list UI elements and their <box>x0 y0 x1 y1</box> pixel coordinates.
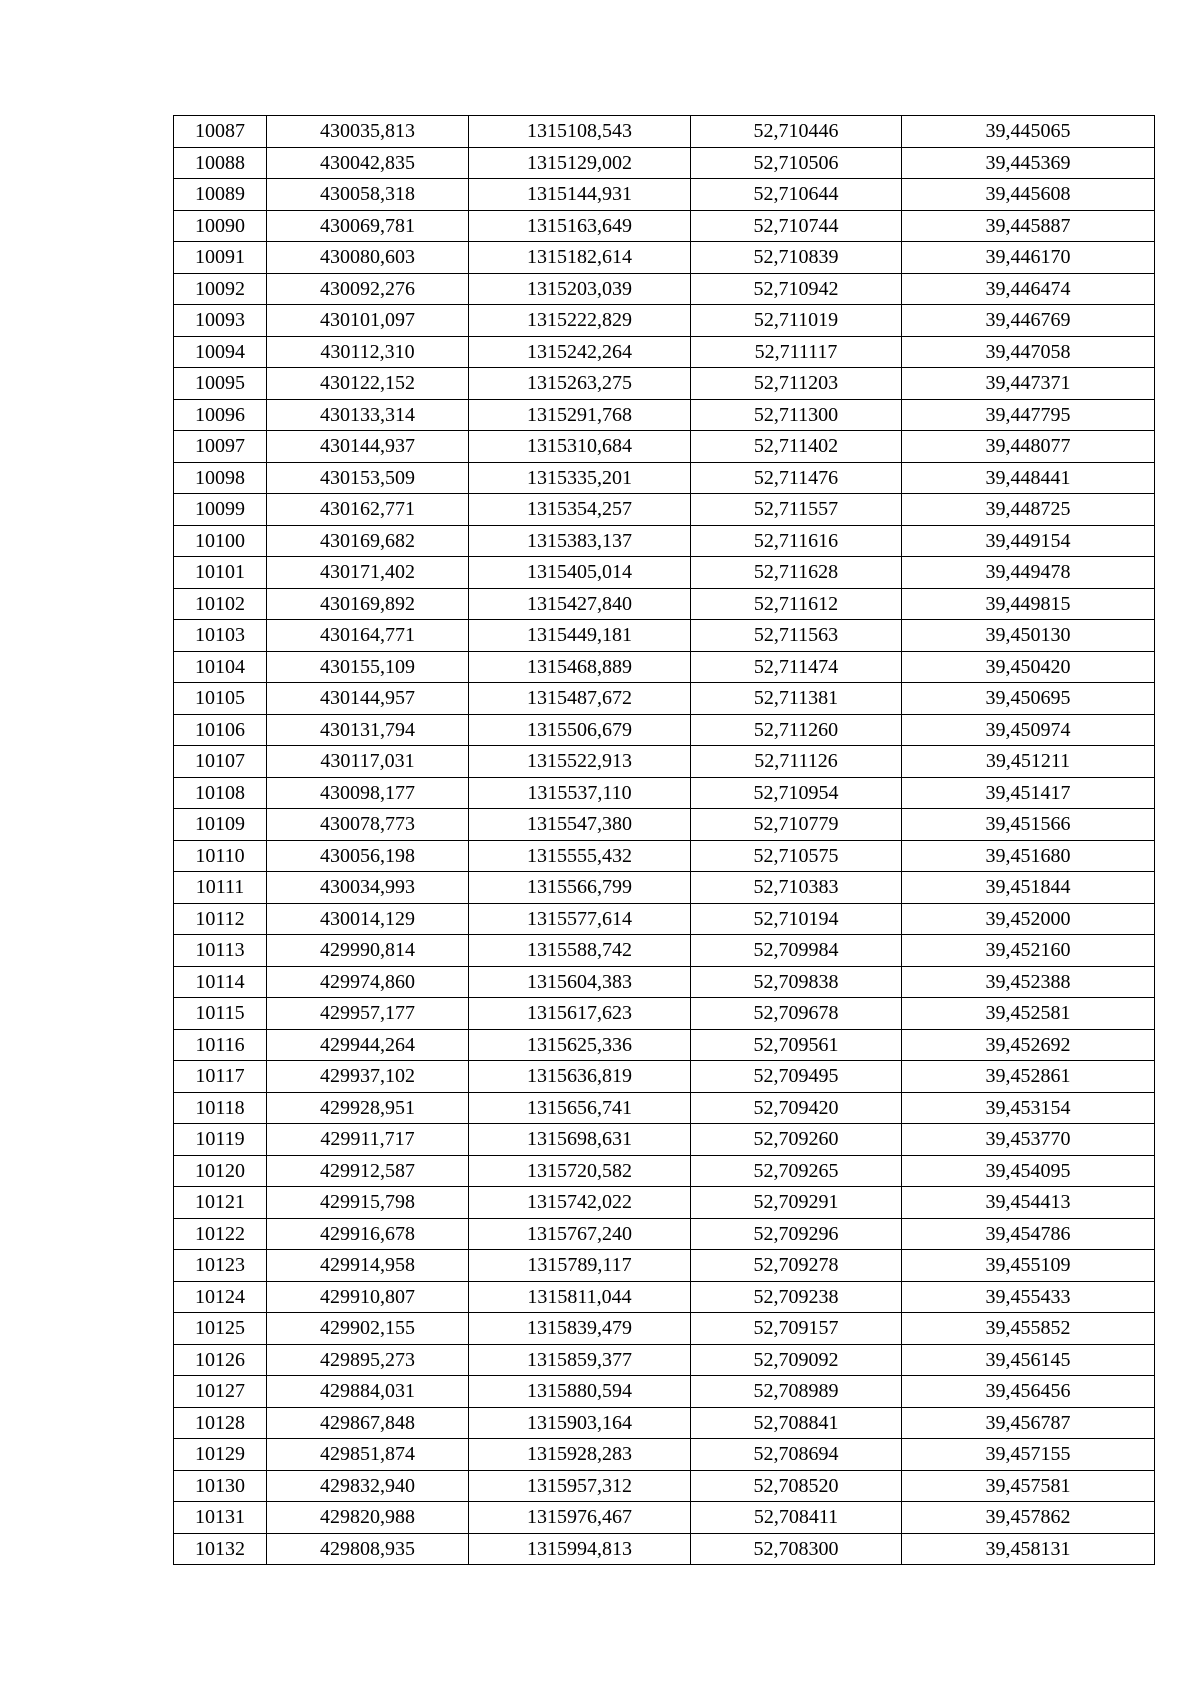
latitude-cell: 52,711300 <box>691 399 902 431</box>
point-number-cell: 10113 <box>174 935 267 967</box>
table-row <box>174 935 1155 967</box>
table-row <box>174 305 1155 337</box>
y-coordinate-cell: 1315405,014 <box>469 557 691 589</box>
longitude-cell: 39,451844 <box>902 872 1155 904</box>
x-coordinate-cell: 430101,097 <box>267 305 469 337</box>
latitude-cell: 52,711203 <box>691 368 902 400</box>
y-coordinate-cell: 1315335,201 <box>469 462 691 494</box>
y-coordinate-cell: 1315604,383 <box>469 966 691 998</box>
point-number-cell: 10109 <box>174 809 267 841</box>
longitude-cell: 39,447371 <box>902 368 1155 400</box>
table-row <box>174 1344 1155 1376</box>
y-coordinate-cell: 1315144,931 <box>469 179 691 211</box>
longitude-cell: 39,447058 <box>902 336 1155 368</box>
table-row <box>174 179 1155 211</box>
latitude-cell: 52,708841 <box>691 1407 902 1439</box>
table-row <box>174 1124 1155 1156</box>
latitude-cell: 52,708989 <box>691 1376 902 1408</box>
table-row <box>174 1061 1155 1093</box>
y-coordinate-cell: 1315449,181 <box>469 620 691 652</box>
table-row <box>174 462 1155 494</box>
longitude-cell: 39,455852 <box>902 1313 1155 1345</box>
longitude-cell: 39,446170 <box>902 242 1155 274</box>
point-number-cell: 10104 <box>174 651 267 683</box>
longitude-cell: 39,458131 <box>902 1533 1155 1565</box>
longitude-cell: 39,449154 <box>902 525 1155 557</box>
table-row <box>174 1092 1155 1124</box>
y-coordinate-cell: 1315555,432 <box>469 840 691 872</box>
point-number-cell: 10107 <box>174 746 267 778</box>
x-coordinate-cell: 429957,177 <box>267 998 469 1030</box>
y-coordinate-cell: 1315880,594 <box>469 1376 691 1408</box>
longitude-cell: 39,451417 <box>902 777 1155 809</box>
x-coordinate-cell: 430164,771 <box>267 620 469 652</box>
x-coordinate-cell: 429910,807 <box>267 1281 469 1313</box>
latitude-cell: 52,711402 <box>691 431 902 463</box>
longitude-cell: 39,449478 <box>902 557 1155 589</box>
y-coordinate-cell: 1315742,022 <box>469 1187 691 1219</box>
x-coordinate-cell: 429990,814 <box>267 935 469 967</box>
y-coordinate-cell: 1315577,614 <box>469 903 691 935</box>
table-row <box>174 777 1155 809</box>
x-coordinate-cell: 430117,031 <box>267 746 469 778</box>
longitude-cell: 39,451566 <box>902 809 1155 841</box>
x-coordinate-cell: 429912,587 <box>267 1155 469 1187</box>
point-number-cell: 10101 <box>174 557 267 589</box>
x-coordinate-cell: 430144,937 <box>267 431 469 463</box>
longitude-cell: 39,449815 <box>902 588 1155 620</box>
point-number-cell: 10090 <box>174 210 267 242</box>
x-coordinate-cell: 430042,835 <box>267 147 469 179</box>
longitude-cell: 39,451680 <box>902 840 1155 872</box>
longitude-cell: 39,456456 <box>902 1376 1155 1408</box>
table-row <box>174 1533 1155 1565</box>
x-coordinate-cell: 429944,264 <box>267 1029 469 1061</box>
longitude-cell: 39,457155 <box>902 1439 1155 1471</box>
y-coordinate-cell: 1315547,380 <box>469 809 691 841</box>
latitude-cell: 52,710744 <box>691 210 902 242</box>
point-number-cell: 10094 <box>174 336 267 368</box>
point-number-cell: 10097 <box>174 431 267 463</box>
point-number-cell: 10092 <box>174 273 267 305</box>
latitude-cell: 52,711019 <box>691 305 902 337</box>
longitude-cell: 39,445887 <box>902 210 1155 242</box>
x-coordinate-cell: 430056,198 <box>267 840 469 872</box>
y-coordinate-cell: 1315291,768 <box>469 399 691 431</box>
x-coordinate-cell: 430092,276 <box>267 273 469 305</box>
longitude-cell: 39,456787 <box>902 1407 1155 1439</box>
table-row <box>174 336 1155 368</box>
point-number-cell: 10129 <box>174 1439 267 1471</box>
point-number-cell: 10110 <box>174 840 267 872</box>
latitude-cell: 52,708411 <box>691 1502 902 1534</box>
table-row <box>174 588 1155 620</box>
latitude-cell: 52,710575 <box>691 840 902 872</box>
table-row <box>174 903 1155 935</box>
y-coordinate-cell: 1315163,649 <box>469 210 691 242</box>
table-row <box>174 1250 1155 1282</box>
latitude-cell: 52,711260 <box>691 714 902 746</box>
longitude-cell: 39,448725 <box>902 494 1155 526</box>
x-coordinate-cell: 430112,310 <box>267 336 469 368</box>
x-coordinate-cell: 429911,717 <box>267 1124 469 1156</box>
x-coordinate-cell: 430171,402 <box>267 557 469 589</box>
point-number-cell: 10122 <box>174 1218 267 1250</box>
x-coordinate-cell: 430144,957 <box>267 683 469 715</box>
x-coordinate-cell: 429928,951 <box>267 1092 469 1124</box>
x-coordinate-cell: 430034,993 <box>267 872 469 904</box>
longitude-cell: 39,452388 <box>902 966 1155 998</box>
y-coordinate-cell: 1315994,813 <box>469 1533 691 1565</box>
y-coordinate-cell: 1315720,582 <box>469 1155 691 1187</box>
y-coordinate-cell: 1315203,039 <box>469 273 691 305</box>
x-coordinate-cell: 429851,874 <box>267 1439 469 1471</box>
y-coordinate-cell: 1315588,742 <box>469 935 691 967</box>
latitude-cell: 52,709678 <box>691 998 902 1030</box>
point-number-cell: 10088 <box>174 147 267 179</box>
table-row <box>174 1187 1155 1219</box>
table-row <box>174 494 1155 526</box>
point-number-cell: 10089 <box>174 179 267 211</box>
x-coordinate-cell: 430131,794 <box>267 714 469 746</box>
latitude-cell: 52,709278 <box>691 1250 902 1282</box>
x-coordinate-cell: 430133,314 <box>267 399 469 431</box>
latitude-cell: 52,709238 <box>691 1281 902 1313</box>
table-row <box>174 273 1155 305</box>
table-row <box>174 840 1155 872</box>
longitude-cell: 39,455109 <box>902 1250 1155 1282</box>
x-coordinate-cell: 429974,860 <box>267 966 469 998</box>
y-coordinate-cell: 1315811,044 <box>469 1281 691 1313</box>
y-coordinate-cell: 1315636,819 <box>469 1061 691 1093</box>
latitude-cell: 52,709296 <box>691 1218 902 1250</box>
latitude-cell: 52,710954 <box>691 777 902 809</box>
latitude-cell: 52,709092 <box>691 1344 902 1376</box>
longitude-cell: 39,446769 <box>902 305 1155 337</box>
y-coordinate-cell: 1315767,240 <box>469 1218 691 1250</box>
latitude-cell: 52,710839 <box>691 242 902 274</box>
x-coordinate-cell: 429808,935 <box>267 1533 469 1565</box>
y-coordinate-cell: 1315427,840 <box>469 588 691 620</box>
x-coordinate-cell: 429867,848 <box>267 1407 469 1439</box>
longitude-cell: 39,457862 <box>902 1502 1155 1534</box>
longitude-cell: 39,451211 <box>902 746 1155 778</box>
latitude-cell: 52,709420 <box>691 1092 902 1124</box>
table-row <box>174 1470 1155 1502</box>
y-coordinate-cell: 1315625,336 <box>469 1029 691 1061</box>
table-row <box>174 683 1155 715</box>
longitude-cell: 39,452861 <box>902 1061 1155 1093</box>
table-row <box>174 1313 1155 1345</box>
y-coordinate-cell: 1315468,889 <box>469 651 691 683</box>
longitude-cell: 39,456145 <box>902 1344 1155 1376</box>
point-number-cell: 10127 <box>174 1376 267 1408</box>
latitude-cell: 52,709838 <box>691 966 902 998</box>
x-coordinate-cell: 429895,273 <box>267 1344 469 1376</box>
latitude-cell: 52,708694 <box>691 1439 902 1471</box>
x-coordinate-cell: 430014,129 <box>267 903 469 935</box>
latitude-cell: 52,711474 <box>691 651 902 683</box>
y-coordinate-cell: 1315310,684 <box>469 431 691 463</box>
point-number-cell: 10103 <box>174 620 267 652</box>
x-coordinate-cell: 429937,102 <box>267 1061 469 1093</box>
x-coordinate-cell: 430069,781 <box>267 210 469 242</box>
x-coordinate-cell: 429884,031 <box>267 1376 469 1408</box>
point-number-cell: 10098 <box>174 462 267 494</box>
table-row <box>174 651 1155 683</box>
table-row <box>174 431 1155 463</box>
y-coordinate-cell: 1315522,913 <box>469 746 691 778</box>
point-number-cell: 10117 <box>174 1061 267 1093</box>
x-coordinate-cell: 430155,109 <box>267 651 469 683</box>
point-number-cell: 10108 <box>174 777 267 809</box>
latitude-cell: 52,708520 <box>691 1470 902 1502</box>
x-coordinate-cell: 430169,892 <box>267 588 469 620</box>
table-row <box>174 809 1155 841</box>
table-row <box>174 1376 1155 1408</box>
x-coordinate-cell: 430162,771 <box>267 494 469 526</box>
point-number-cell: 10115 <box>174 998 267 1030</box>
point-number-cell: 10105 <box>174 683 267 715</box>
point-number-cell: 10102 <box>174 588 267 620</box>
point-number-cell: 10096 <box>174 399 267 431</box>
longitude-cell: 39,453154 <box>902 1092 1155 1124</box>
x-coordinate-cell: 430122,152 <box>267 368 469 400</box>
y-coordinate-cell: 1315354,257 <box>469 494 691 526</box>
latitude-cell: 52,709984 <box>691 935 902 967</box>
y-coordinate-cell: 1315928,283 <box>469 1439 691 1471</box>
y-coordinate-cell: 1315222,829 <box>469 305 691 337</box>
y-coordinate-cell: 1315129,002 <box>469 147 691 179</box>
x-coordinate-cell: 429832,940 <box>267 1470 469 1502</box>
point-number-cell: 10095 <box>174 368 267 400</box>
coordinates-table-body <box>174 116 1155 1565</box>
table-row <box>174 242 1155 274</box>
point-number-cell: 10125 <box>174 1313 267 1345</box>
point-number-cell: 10119 <box>174 1124 267 1156</box>
longitude-cell: 39,455433 <box>902 1281 1155 1313</box>
longitude-cell: 39,445369 <box>902 147 1155 179</box>
y-coordinate-cell: 1315789,117 <box>469 1250 691 1282</box>
longitude-cell: 39,448441 <box>902 462 1155 494</box>
table-row <box>174 525 1155 557</box>
longitude-cell: 39,446474 <box>902 273 1155 305</box>
table-row <box>174 1218 1155 1250</box>
y-coordinate-cell: 1315617,623 <box>469 998 691 1030</box>
longitude-cell: 39,454413 <box>902 1187 1155 1219</box>
y-coordinate-cell: 1315108,543 <box>469 116 691 148</box>
point-number-cell: 10106 <box>174 714 267 746</box>
latitude-cell: 52,709157 <box>691 1313 902 1345</box>
y-coordinate-cell: 1315566,799 <box>469 872 691 904</box>
latitude-cell: 52,708300 <box>691 1533 902 1565</box>
longitude-cell: 39,445065 <box>902 116 1155 148</box>
longitude-cell: 39,452692 <box>902 1029 1155 1061</box>
y-coordinate-cell: 1315506,679 <box>469 714 691 746</box>
table-row <box>174 620 1155 652</box>
point-number-cell: 10128 <box>174 1407 267 1439</box>
x-coordinate-cell: 430058,318 <box>267 179 469 211</box>
latitude-cell: 52,710942 <box>691 273 902 305</box>
y-coordinate-cell: 1315839,479 <box>469 1313 691 1345</box>
longitude-cell: 39,452000 <box>902 903 1155 935</box>
longitude-cell: 39,448077 <box>902 431 1155 463</box>
x-coordinate-cell: 429820,988 <box>267 1502 469 1534</box>
table-row <box>174 1439 1155 1471</box>
latitude-cell: 52,710779 <box>691 809 902 841</box>
table-row <box>174 872 1155 904</box>
y-coordinate-cell: 1315903,164 <box>469 1407 691 1439</box>
latitude-cell: 52,710506 <box>691 147 902 179</box>
longitude-cell: 39,452160 <box>902 935 1155 967</box>
latitude-cell: 52,711126 <box>691 746 902 778</box>
latitude-cell: 52,711563 <box>691 620 902 652</box>
latitude-cell: 52,709291 <box>691 1187 902 1219</box>
x-coordinate-cell: 430080,603 <box>267 242 469 274</box>
table-row <box>174 1155 1155 1187</box>
point-number-cell: 10112 <box>174 903 267 935</box>
longitude-cell: 39,445608 <box>902 179 1155 211</box>
table-row <box>174 1029 1155 1061</box>
table-row <box>174 116 1155 148</box>
y-coordinate-cell: 1315487,672 <box>469 683 691 715</box>
longitude-cell: 39,450130 <box>902 620 1155 652</box>
latitude-cell: 52,711117 <box>691 336 902 368</box>
y-coordinate-cell: 1315859,377 <box>469 1344 691 1376</box>
latitude-cell: 52,710446 <box>691 116 902 148</box>
latitude-cell: 52,710383 <box>691 872 902 904</box>
longitude-cell: 39,450420 <box>902 651 1155 683</box>
latitude-cell: 52,711381 <box>691 683 902 715</box>
y-coordinate-cell: 1315263,275 <box>469 368 691 400</box>
y-coordinate-cell: 1315242,264 <box>469 336 691 368</box>
latitude-cell: 52,710644 <box>691 179 902 211</box>
latitude-cell: 52,709495 <box>691 1061 902 1093</box>
point-number-cell: 10120 <box>174 1155 267 1187</box>
point-number-cell: 10114 <box>174 966 267 998</box>
y-coordinate-cell: 1315656,741 <box>469 1092 691 1124</box>
longitude-cell: 39,454786 <box>902 1218 1155 1250</box>
x-coordinate-cell: 429902,155 <box>267 1313 469 1345</box>
table-row <box>174 210 1155 242</box>
longitude-cell: 39,457581 <box>902 1470 1155 1502</box>
table-row <box>174 368 1155 400</box>
table-row <box>174 1281 1155 1313</box>
point-number-cell: 10121 <box>174 1187 267 1219</box>
point-number-cell: 10118 <box>174 1092 267 1124</box>
x-coordinate-cell: 430098,177 <box>267 777 469 809</box>
x-coordinate-cell: 430035,813 <box>267 116 469 148</box>
table-row <box>174 1502 1155 1534</box>
table-row <box>174 147 1155 179</box>
table-row <box>174 746 1155 778</box>
y-coordinate-cell: 1315383,137 <box>469 525 691 557</box>
coordinates-table <box>173 115 1155 1565</box>
longitude-cell: 39,452581 <box>902 998 1155 1030</box>
x-coordinate-cell: 429916,678 <box>267 1218 469 1250</box>
x-coordinate-cell: 430078,773 <box>267 809 469 841</box>
point-number-cell: 10099 <box>174 494 267 526</box>
point-number-cell: 10091 <box>174 242 267 274</box>
point-number-cell: 10126 <box>174 1344 267 1376</box>
table-row <box>174 998 1155 1030</box>
point-number-cell: 10116 <box>174 1029 267 1061</box>
y-coordinate-cell: 1315957,312 <box>469 1470 691 1502</box>
latitude-cell: 52,711557 <box>691 494 902 526</box>
latitude-cell: 52,711612 <box>691 588 902 620</box>
longitude-cell: 39,450974 <box>902 714 1155 746</box>
longitude-cell: 39,454095 <box>902 1155 1155 1187</box>
table-row <box>174 1407 1155 1439</box>
latitude-cell: 52,709265 <box>691 1155 902 1187</box>
y-coordinate-cell: 1315976,467 <box>469 1502 691 1534</box>
table-row <box>174 557 1155 589</box>
longitude-cell: 39,450695 <box>902 683 1155 715</box>
point-number-cell: 10093 <box>174 305 267 337</box>
latitude-cell: 52,710194 <box>691 903 902 935</box>
x-coordinate-cell: 429915,798 <box>267 1187 469 1219</box>
point-number-cell: 10087 <box>174 116 267 148</box>
point-number-cell: 10100 <box>174 525 267 557</box>
y-coordinate-cell: 1315182,614 <box>469 242 691 274</box>
x-coordinate-cell: 429914,958 <box>267 1250 469 1282</box>
point-number-cell: 10123 <box>174 1250 267 1282</box>
point-number-cell: 10124 <box>174 1281 267 1313</box>
table-row <box>174 714 1155 746</box>
latitude-cell: 52,709561 <box>691 1029 902 1061</box>
point-number-cell: 10130 <box>174 1470 267 1502</box>
y-coordinate-cell: 1315698,631 <box>469 1124 691 1156</box>
point-number-cell: 10132 <box>174 1533 267 1565</box>
x-coordinate-cell: 430153,509 <box>267 462 469 494</box>
table-row <box>174 399 1155 431</box>
y-coordinate-cell: 1315537,110 <box>469 777 691 809</box>
longitude-cell: 39,453770 <box>902 1124 1155 1156</box>
point-number-cell: 10111 <box>174 872 267 904</box>
x-coordinate-cell: 430169,682 <box>267 525 469 557</box>
latitude-cell: 52,711628 <box>691 557 902 589</box>
longitude-cell: 39,447795 <box>902 399 1155 431</box>
table-row <box>174 966 1155 998</box>
latitude-cell: 52,711476 <box>691 462 902 494</box>
latitude-cell: 52,711616 <box>691 525 902 557</box>
latitude-cell: 52,709260 <box>691 1124 902 1156</box>
point-number-cell: 10131 <box>174 1502 267 1534</box>
